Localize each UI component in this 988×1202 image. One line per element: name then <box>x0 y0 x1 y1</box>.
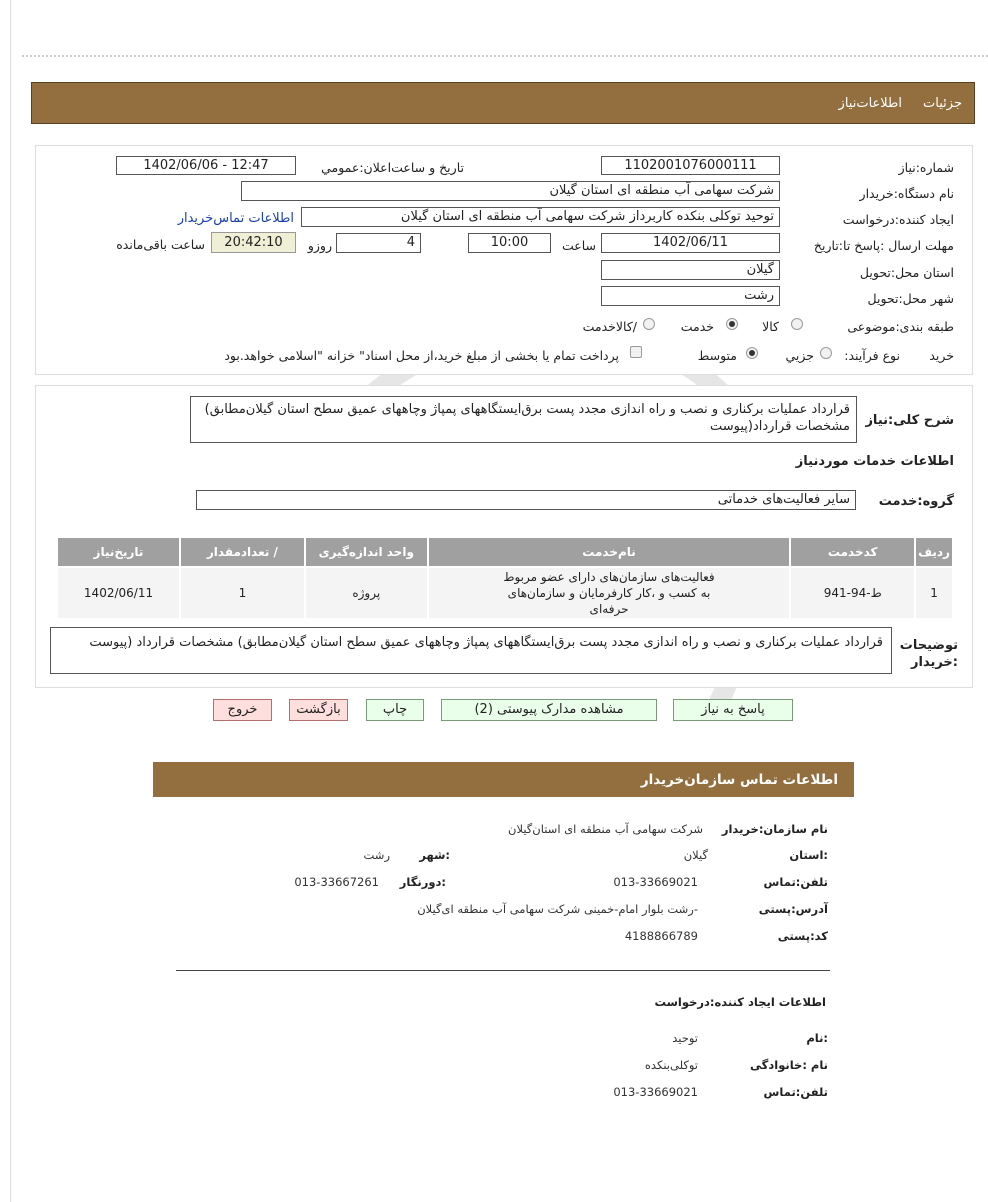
buyer-contact-link[interactable]: اطلاعات تماس‌خریدار <box>177 211 294 226</box>
col-need-date: تاریخ‌نیاز <box>58 538 179 566</box>
category-service-radio[interactable] <box>726 318 738 330</box>
category-goods-label: کالا <box>762 319 779 334</box>
category-label: طبقه بندی:موضوعی <box>847 319 954 334</box>
province-label: استان محل:تحویل <box>859 265 954 280</box>
category-goods-radio[interactable] <box>791 318 803 330</box>
cell-row: 1 <box>916 568 952 618</box>
days-field: 4 <box>336 233 421 253</box>
treasury-payment-checkbox[interactable] <box>630 346 642 358</box>
process-minor-label: جزیي <box>785 348 814 363</box>
requester-family-value: توکلی‌بنکده <box>644 1058 698 1072</box>
requester-phone-value: 013-33669021 <box>613 1085 698 1099</box>
col-unit: واحد اندازه‌گیری <box>306 538 427 566</box>
services-title: اطلاعات خدمات موردنیاز <box>795 454 954 469</box>
services-table <box>56 536 954 620</box>
col-row: ردیف <box>916 538 952 566</box>
deadline-time-field: 10:00 <box>468 233 551 253</box>
contact-city-value: رشت <box>363 848 390 862</box>
col-service-name: نام‌خدمت <box>429 538 790 566</box>
process-buy-label: خرید <box>929 348 954 363</box>
city-label: شهر محل:تحویل <box>867 291 954 306</box>
contact-province-value: گیلان <box>683 848 708 862</box>
need-info-panel <box>35 145 973 375</box>
tab-details[interactable]: جزئیات <box>923 96 962 111</box>
back-button[interactable]: بازگشت <box>289 699 348 721</box>
cell-need-date: 1402/06/11 <box>58 568 179 618</box>
days-label: روزو <box>307 238 332 253</box>
attachments-button[interactable]: مشاهده مدارک پیوستی (2) <box>441 699 657 721</box>
summary-field: قرارداد عملیات برکناری و نصب و راه اندازی مجدد پست برق‌ایستگاههای پمپاژ وچاههای عمیق سطح استان گیلان‌مطابق) مشخصات قرارداد(پیوست <box>190 396 857 443</box>
process-minor-radio[interactable] <box>820 347 832 359</box>
org-value: شرکت سهامی آب منطقه ای استان‌گیلان <box>508 822 703 836</box>
treasury-payment-note: پرداخت تمام یا بخشی از مبلغ خرید،از محل اسناد" خزانه "اسلامی خواهد.بود <box>224 348 619 363</box>
deadline-date-field: 1402/06/11 <box>601 233 780 253</box>
requester-title: اطلاعات ایجاد کننده:درخواست <box>654 995 826 1009</box>
process-label: نوع فرآیند: <box>844 348 900 363</box>
requester-name-value: توحید <box>672 1031 698 1045</box>
remaining-timer: 20:42:10 <box>211 232 296 253</box>
announce-label: تاریخ و ساعت‌اعلان:عمومي <box>321 160 464 175</box>
contact-section-title: اطلاعات تماس سازمان‌خریدار <box>153 762 854 797</box>
cell-unit: پروژه <box>306 568 427 618</box>
category-service-label: خدمت <box>680 319 714 334</box>
col-quantity: / تعدادمقدار <box>181 538 304 566</box>
summary-label: شرح کلی:نیاز <box>865 413 954 428</box>
need-number-label: شماره:نیاز <box>898 160 954 175</box>
left-border-line <box>10 0 11 1202</box>
col-service-code: کدخدمت <box>791 538 914 566</box>
buyer-notes-label: توضیحات :خریدار <box>899 638 958 670</box>
remaining-label: ساعت باقی‌مانده <box>116 237 205 252</box>
requester-family-label: نام :خانوادگی <box>750 1058 828 1072</box>
category-goods-service-label: /کالاخدمت <box>582 319 637 334</box>
postal-label: کد:پستی <box>777 929 828 943</box>
process-medium-radio[interactable] <box>746 347 758 359</box>
category-goods-service-radio[interactable] <box>643 318 655 330</box>
deadline-label: مهلت ارسال :پاسخ تا:تاریخ <box>813 238 954 253</box>
buyer-label: نام دستگاه:خریدار <box>859 186 954 201</box>
province-field: گیلان <box>601 260 780 280</box>
buyer-field: شرکت سهامی آب منطقه ای استان گیلان <box>241 181 780 201</box>
city-field: رشت <box>601 286 780 306</box>
creator-label: ایجاد کننده:درخواست <box>842 212 954 227</box>
creator-field: توحید توکلی بنکده کاربرداز شرکت سهامی آب منطقه ای استان گیلان <box>301 207 780 227</box>
page-title-bar <box>31 82 975 124</box>
contact-city-label: :شهر <box>419 848 450 862</box>
postal-value: 4188866789 <box>624 929 698 943</box>
group-field: سایر فعالیت‌های خدماتی <box>196 490 856 510</box>
fax-label: :دورنگار <box>399 875 446 889</box>
top-dotted-separator <box>22 55 988 57</box>
phone-value: 013-33669021 <box>613 875 698 889</box>
address-value: -رشت بلوار امام-خمینی شرکت سهامی آب منطقه ای‌گیلان <box>417 902 698 916</box>
reply-button[interactable]: پاسخ به نیاز <box>673 699 793 721</box>
print-button[interactable]: چاپ <box>366 699 424 721</box>
requester-phone-label: تلفن:تماس <box>763 1085 828 1099</box>
cell-service-code: ط-94-941 <box>791 568 914 618</box>
org-label: نام سازمان:خریدار <box>721 822 828 836</box>
tab-need-info[interactable]: اطلاعات‌نیاز <box>838 96 902 111</box>
table-row <box>58 568 952 618</box>
process-medium-label: متوسط <box>697 348 737 363</box>
address-label: آدرس:پستی <box>758 902 828 916</box>
need-number-field: 1102001076000111 <box>601 156 780 175</box>
group-label: گروه:خدمت <box>878 494 954 509</box>
phone-label: تلفن:تماس <box>763 875 828 889</box>
cell-quantity: 1 <box>181 568 304 618</box>
fax-value: 013-33667261 <box>294 875 379 889</box>
buyer-notes-field: قرارداد عملیات برکناری و نصب و راه اندازی مجدد پست برق‌ایستگاههای پمپاژ وچاههای عمیق سطح استان گیلان‌مطابق) مشخصات قرارداد (پیوست <box>50 627 892 674</box>
exit-button[interactable]: خروج <box>213 699 272 721</box>
time-label: ساعت <box>561 238 596 253</box>
cell-service-name: فعالیت‌های سازمان‌های دارای عضو مربوط به کسب و ،کار کارفرمایان و سازمان‌های حرفه‌ای <box>429 568 790 618</box>
contact-province-label: :استان <box>789 848 828 862</box>
announce-field: 1402/06/06 - 12:47 <box>116 156 296 175</box>
requester-name-label: :نام <box>806 1031 828 1045</box>
section-divider <box>176 970 830 971</box>
